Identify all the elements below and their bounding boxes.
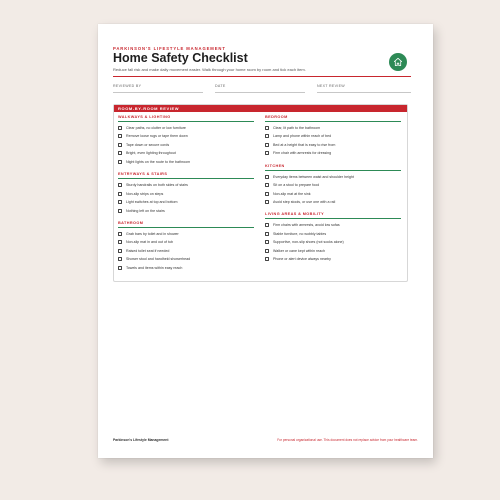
checklist-item <box>118 149 253 158</box>
room-review-heading: ROOM-BY-ROOM REVIEW <box>114 105 407 112</box>
home-icon <box>393 57 403 67</box>
checklist-item <box>265 181 400 190</box>
checkbox[interactable] <box>265 240 269 244</box>
section-title: WALKWAYS & LIGHTING <box>118 115 171 119</box>
checklist-item-label: Towels and items within easy reach <box>126 265 183 270</box>
checklist-item <box>118 132 253 141</box>
checklist-item-label: Phone or alert device always nearby <box>273 257 331 262</box>
next-review-line[interactable] <box>317 92 411 93</box>
checklist-page <box>98 24 433 458</box>
checkbox[interactable] <box>265 223 269 227</box>
checklist-item-label: Non-slip mat at the sink <box>273 191 311 196</box>
checklist-item-label: Raised toilet seat if needed <box>126 248 170 253</box>
right-column <box>265 115 400 270</box>
checkbox[interactable] <box>265 200 269 204</box>
checklist-item <box>265 247 400 256</box>
checkbox[interactable] <box>118 200 122 204</box>
footer-brand: Parkinson's Lifestyle Management <box>113 438 169 442</box>
reviewed-by-line[interactable] <box>113 92 203 93</box>
checklist-item-label: Avoid step stools, or use one with a rail <box>273 200 336 205</box>
checklist-item <box>265 189 400 198</box>
page-title: Home Safety Checklist <box>113 51 248 65</box>
checkbox[interactable] <box>265 143 269 147</box>
checklist-item <box>118 206 253 215</box>
reviewed-by-label: REVIEWED BY <box>113 84 142 88</box>
section-divider <box>265 121 401 122</box>
section-title: KITCHEN <box>265 163 285 168</box>
page-subtitle: Reduce fall risk and make daily movement easier. Walk through your home room by room and tick each item. <box>113 67 306 72</box>
checkbox[interactable] <box>118 266 122 270</box>
section-divider <box>118 178 254 179</box>
checkbox[interactable] <box>118 257 122 261</box>
checklist-item-label: Remove loose rugs or tape them down <box>126 134 188 139</box>
checkbox[interactable] <box>265 249 269 253</box>
next-review-label: NEXT REVIEW <box>317 84 345 88</box>
checkbox[interactable] <box>118 143 122 147</box>
checkbox[interactable] <box>265 257 269 261</box>
checklist-item-label: Sturdy handrails on both sides of stairs <box>126 183 188 188</box>
checklist-item <box>265 238 400 247</box>
checklist-item-label: Shower stool and handheld showerhead <box>126 257 191 262</box>
checklist-item-label: Clear, lit path to the bathroom <box>273 125 321 130</box>
checklist-item-label: Grab bars by toilet and in shower <box>126 231 179 236</box>
checkbox[interactable] <box>118 160 122 164</box>
checkbox[interactable] <box>265 134 269 138</box>
section-kitchen <box>265 164 400 207</box>
checkbox[interactable] <box>265 126 269 130</box>
header-divider <box>113 76 411 77</box>
section-divider <box>118 227 254 228</box>
checklist-item-label: Stable furniture, no wobbly tables <box>273 231 327 236</box>
checklist-item <box>118 198 253 207</box>
checkbox[interactable] <box>118 232 122 236</box>
checklist-item <box>118 158 253 167</box>
date-label: DATE <box>215 84 226 88</box>
checklist-item <box>265 172 400 181</box>
checkbox[interactable] <box>118 183 122 187</box>
checklist-item-label: Clear paths, no clutter or low furniture <box>126 125 186 130</box>
checklist-item <box>265 221 400 230</box>
checklist-item-label: Non-slip mat in and out of tub <box>126 240 173 245</box>
checkbox[interactable] <box>118 192 122 196</box>
checklist-item-label: Bright, even lighting throughout <box>126 151 176 156</box>
checklist-item <box>265 132 400 141</box>
checklist-item-label: Walker or cane kept within reach <box>273 248 325 253</box>
checklist-item <box>118 141 253 150</box>
left-column <box>118 115 253 278</box>
section-divider <box>265 170 401 171</box>
checklist-item <box>265 230 400 239</box>
footer-disclaimer: For personal organizational use. This document does not replace advice from your healthcare team. <box>277 438 418 442</box>
checklist-item-label: Everyday items between waist and shoulder height <box>273 174 354 179</box>
checklist-item-label: Light switches at top and bottom <box>126 200 178 205</box>
checklist-item <box>118 255 253 264</box>
brand-label: PARKINSON'S LIFESTYLE MANAGEMENT <box>113 46 226 51</box>
checklist-item-label: Firm chairs with armrests, avoid low sofas <box>273 223 340 228</box>
checklist-item <box>265 255 400 264</box>
checklist-item-label: Nothing left on the stairs <box>126 208 165 213</box>
checkbox[interactable] <box>265 183 269 187</box>
checklist-item-label: Sit on a stool to prepare food <box>273 183 320 188</box>
checklist-item <box>265 124 400 133</box>
checklist-item-label: Tape down or secure cords <box>126 142 170 147</box>
home-badge <box>389 53 407 71</box>
date-line[interactable] <box>215 92 305 93</box>
section-title: ENTRYWAYS & STAIRS <box>118 172 168 177</box>
checkbox[interactable] <box>118 240 122 244</box>
section-title: BATHROOM <box>118 220 144 225</box>
checklist-item-label: Lamp and phone within reach of bed <box>273 134 332 139</box>
checkbox[interactable] <box>118 209 122 213</box>
checklist-item <box>265 149 400 158</box>
checklist-item <box>265 198 400 207</box>
section-title: BEDROOM <box>265 115 288 119</box>
section-walkways-lighting <box>118 115 253 166</box>
checkbox[interactable] <box>118 151 122 155</box>
checklist-item <box>118 238 253 247</box>
checklist-item <box>118 264 253 273</box>
checklist-item <box>118 181 253 190</box>
room-review-panel <box>113 104 408 282</box>
checklist-item-label: Bed at a height that is easy to rise from <box>273 142 336 147</box>
checklist-item <box>265 141 400 150</box>
checklist-item <box>118 247 253 256</box>
checklist-item <box>118 230 253 239</box>
section-divider <box>265 218 401 219</box>
checkbox[interactable] <box>265 192 269 196</box>
checklist-item-label: Firm chair with armrests for dressing <box>273 151 332 156</box>
section-bathroom <box>118 221 253 272</box>
checklist-item-label: Supportive, non-slip shoes (not socks alone) <box>273 240 344 245</box>
section-bedroom <box>265 115 400 158</box>
checkbox[interactable] <box>118 126 122 130</box>
checkbox[interactable] <box>265 232 269 236</box>
checkbox[interactable] <box>265 175 269 179</box>
section-divider <box>118 121 254 122</box>
checkbox[interactable] <box>118 134 122 138</box>
checklist-item-label: Night lights on the route to the bathroom <box>126 159 191 164</box>
section-living-areas-mobility <box>265 212 400 263</box>
checklist-item-label: Non-slip strips on steps <box>126 191 164 196</box>
section-title: LIVING AREAS & MOBILITY <box>265 212 325 217</box>
checklist-item <box>118 124 253 133</box>
checkbox[interactable] <box>118 249 122 253</box>
review-fields <box>113 84 411 92</box>
checkbox[interactable] <box>265 151 269 155</box>
section-entryways-stairs <box>118 172 253 215</box>
checklist-item <box>118 189 253 198</box>
